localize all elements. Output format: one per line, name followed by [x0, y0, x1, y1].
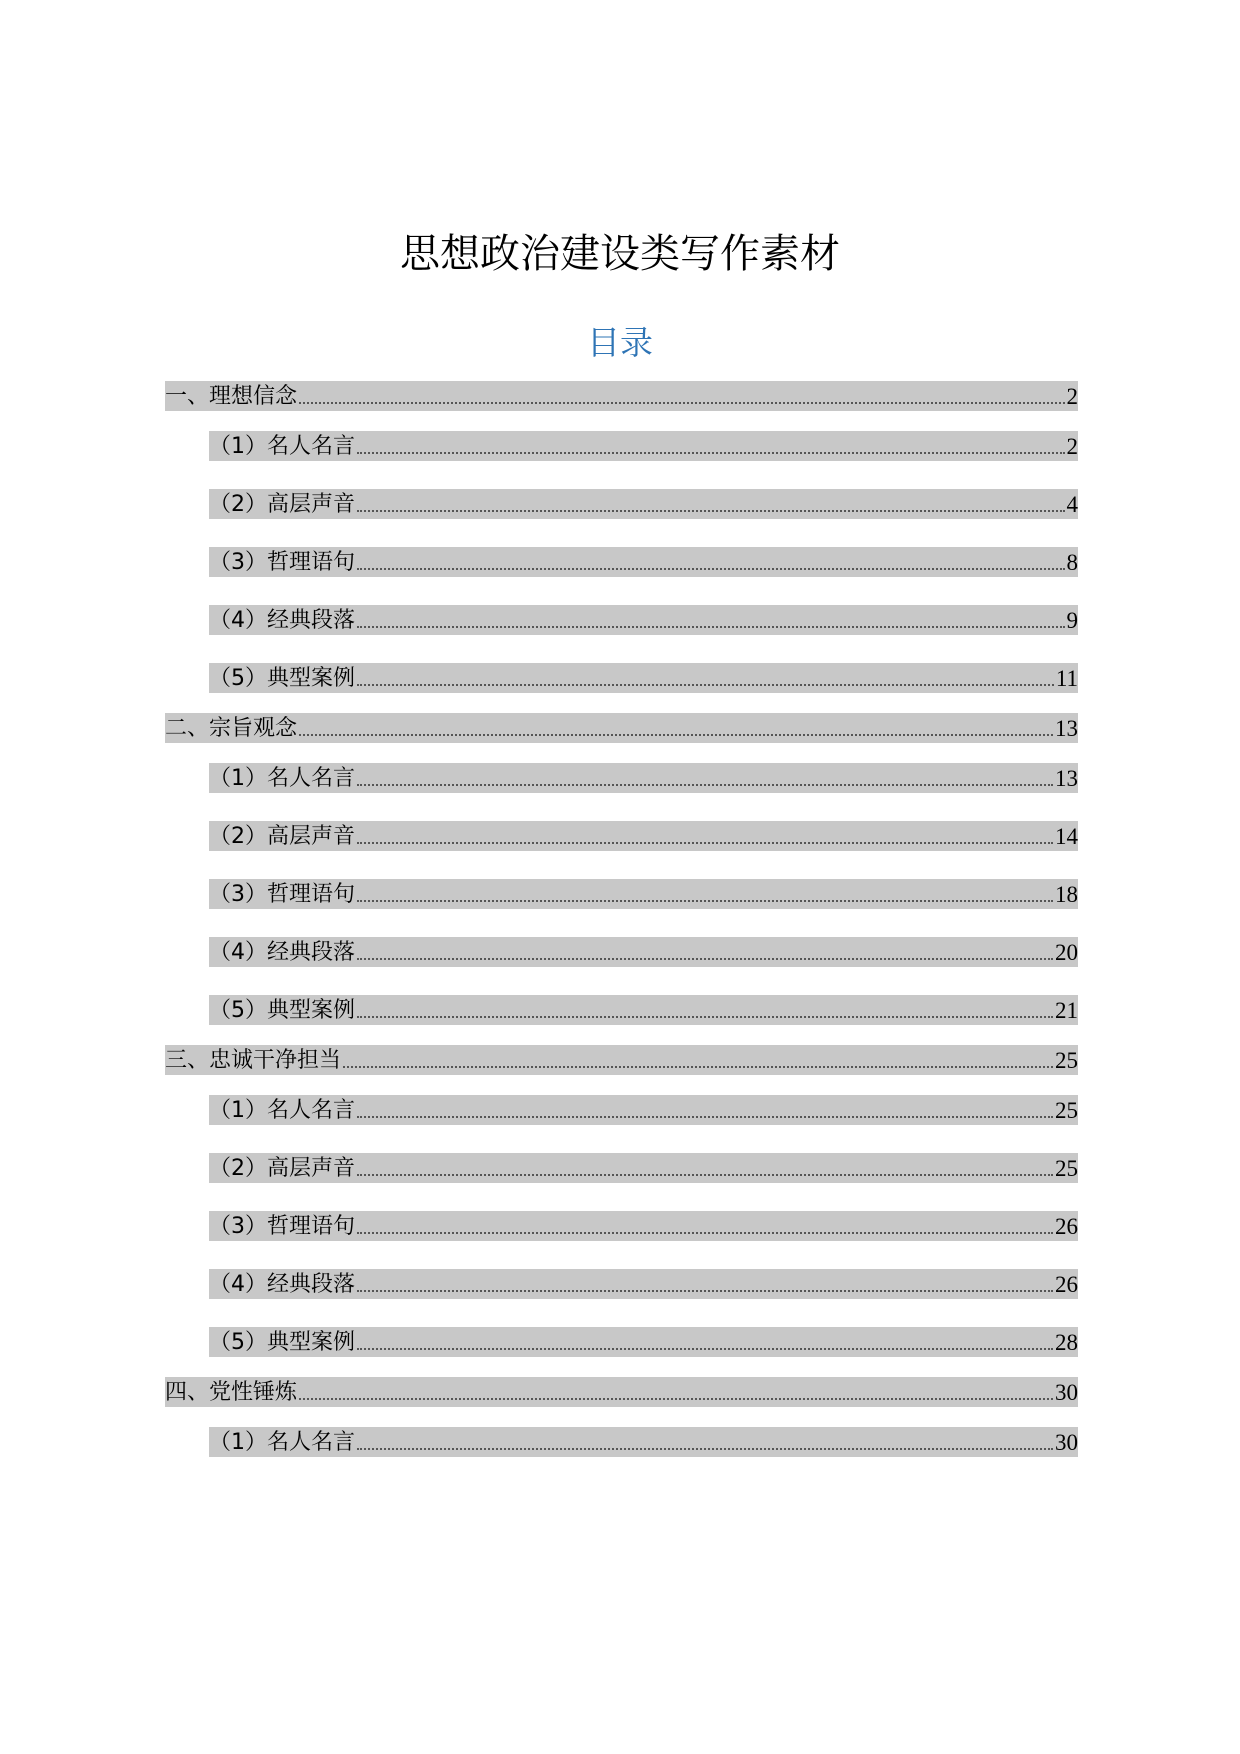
toc-page-number: 25 [1055, 1156, 1078, 1181]
toc-entry-label: （1）名人名言 [209, 1430, 355, 1455]
toc-page-number: 25 [1055, 1048, 1078, 1073]
toc-dot-leader [357, 1232, 1053, 1234]
toc-section-entry[interactable] [165, 713, 1078, 743]
toc-entry-label: （1）名人名言 [209, 434, 355, 459]
toc-entry-label: （2）高层声音 [209, 824, 355, 849]
toc-entry-label: （4）经典段落 [209, 1272, 355, 1297]
toc-entry-label: （5）典型案例 [209, 1330, 355, 1355]
toc-page-number: 28 [1055, 1330, 1078, 1355]
toc-subsection-entry[interactable] [209, 431, 1078, 461]
toc-subsection-entry[interactable] [209, 1327, 1078, 1357]
toc-entry-label: （5）典型案例 [209, 998, 355, 1023]
toc-dot-leader [357, 784, 1053, 786]
toc-dot-leader [357, 568, 1065, 570]
toc-subsection-entry[interactable] [209, 663, 1078, 693]
toc-section-entry[interactable] [165, 1377, 1078, 1407]
toc-page-number: 2 [1066, 384, 1078, 409]
toc-dot-leader [343, 1066, 1053, 1068]
toc-entry-label: （2）高层声音 [209, 1156, 355, 1181]
toc-entry-label: （1）名人名言 [209, 1098, 355, 1123]
toc-page-number: 4 [1066, 492, 1078, 517]
toc-subsection-entry[interactable] [209, 879, 1078, 909]
toc-dot-leader [357, 1174, 1053, 1176]
toc-subsection-entry[interactable] [209, 1269, 1078, 1299]
toc-entry-label: 一、理想信念 [165, 384, 298, 409]
toc-page-number: 21 [1055, 998, 1078, 1023]
toc-entry-label: （4）经典段落 [209, 608, 355, 633]
toc-dot-leader [357, 900, 1053, 902]
toc-page-number: 9 [1066, 608, 1078, 633]
toc-dot-leader [299, 734, 1053, 736]
toc-dot-leader [357, 1290, 1053, 1292]
toc-dot-leader [357, 626, 1065, 628]
toc-page-number: 11 [1055, 666, 1078, 691]
toc-entry-label: 四、党性锤炼 [165, 1380, 298, 1405]
toc-dot-leader [357, 842, 1053, 844]
toc-page-number: 20 [1055, 940, 1078, 965]
toc-section-entry[interactable] [165, 1045, 1078, 1075]
toc-entry-label: （1）名人名言 [209, 766, 355, 791]
toc-page-number: 13 [1055, 766, 1078, 791]
toc-subsection-entry[interactable] [209, 1153, 1078, 1183]
document-title: 思想政治建设类写作素材 [400, 231, 840, 277]
toc-entry-label: （4）经典段落 [209, 940, 355, 965]
toc-dot-leader [299, 402, 1064, 404]
toc-entry-label: （2）高层声音 [209, 492, 355, 517]
toc-page-number: 26 [1055, 1214, 1078, 1239]
toc-subsection-entry[interactable] [209, 763, 1078, 793]
toc-dot-leader [357, 510, 1065, 512]
toc-page-number: 26 [1055, 1272, 1078, 1297]
toc-entry-label: 二、宗旨观念 [165, 716, 298, 741]
toc-subsection-entry[interactable] [209, 547, 1078, 577]
toc-dot-leader [357, 1348, 1053, 1350]
toc-page-number: 2 [1066, 434, 1078, 459]
toc-dot-leader [357, 1016, 1053, 1018]
toc-dot-leader [357, 1448, 1053, 1450]
toc-entry-label: （3）哲理语句 [209, 1214, 355, 1239]
toc-page-number: 18 [1055, 882, 1078, 907]
toc-subsection-entry[interactable] [209, 1095, 1078, 1125]
toc-dot-leader [357, 1116, 1053, 1118]
toc-entry-label: （3）哲理语句 [209, 550, 355, 575]
toc-subsection-entry[interactable] [209, 605, 1078, 635]
toc-dot-leader [357, 958, 1053, 960]
toc-subsection-entry[interactable] [209, 1211, 1078, 1241]
toc-subsection-entry[interactable] [209, 489, 1078, 519]
toc-section-entry[interactable] [165, 381, 1078, 411]
toc-page-number: 25 [1055, 1098, 1078, 1123]
toc-page-number: 8 [1066, 550, 1078, 575]
toc-page-number: 30 [1055, 1380, 1078, 1405]
toc-page-number: 14 [1055, 824, 1078, 849]
toc-heading: 目录 [587, 323, 653, 362]
toc-entry-label: （5）典型案例 [209, 666, 355, 691]
toc-dot-leader [299, 1398, 1053, 1400]
toc-entry-label: 三、忠诚干净担当 [165, 1048, 342, 1073]
toc-page-number: 30 [1055, 1430, 1078, 1455]
toc-page-number: 13 [1055, 716, 1078, 741]
toc-subsection-entry[interactable] [209, 821, 1078, 851]
toc-dot-leader [357, 452, 1065, 454]
toc-subsection-entry[interactable] [209, 1427, 1078, 1457]
toc-subsection-entry[interactable] [209, 937, 1078, 967]
toc-dot-leader [357, 684, 1054, 686]
toc-entry-label: （3）哲理语句 [209, 882, 355, 907]
toc-subsection-entry[interactable] [209, 995, 1078, 1025]
